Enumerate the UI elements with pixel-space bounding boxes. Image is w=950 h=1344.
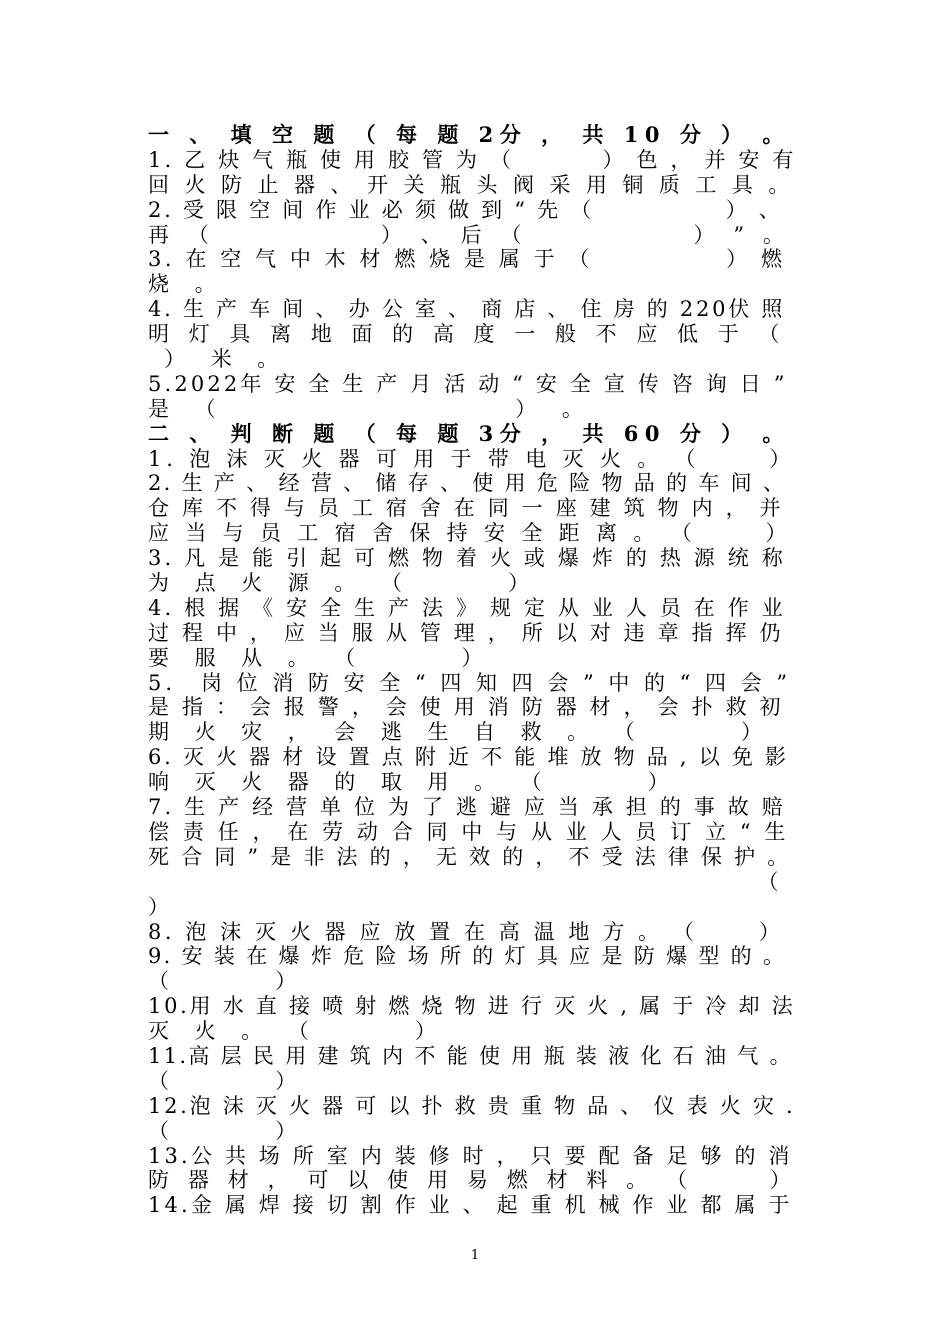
q2-4-line-1: 4. 根 据 《 安 全 生 产 法 》 规 定 从 业 人 员 在 作 业 (148, 595, 786, 620)
q2-11-line-1: 11.高 层 民 用 建 筑 内 不 能 使 用 瓶 装 液 化 石 油 气 。 (148, 1043, 793, 1068)
q1-3-line-2: 烧 。 (148, 272, 226, 297)
q2-2-line-1: 2. 生 产 、 经 营 、 储 存 、 使 用 危 险 物 品 的 车 间 、 (148, 471, 787, 496)
q2-5-line-3: 期 火 灾 ， 会 逃 生 自 救 。 （ ） (148, 720, 772, 745)
q1-2-line-2: 再 （ ） 、 后 （ ） ” 。 (148, 222, 791, 247)
q2-8-line-1: 8. 泡 沫 灭 火 器 应 放 置 在 高 温 地 方 。 （ ） (148, 919, 784, 944)
q2-7-line-4: （ (148, 869, 787, 894)
q2-2-line-3: 应 当 与 员 工 宿 舍 保 持 安 全 距 离 。 （ ） (148, 521, 792, 546)
q2-6-line-2: 响 灭 火 器 的 取 用 。 （ ） (148, 770, 679, 795)
section-2-heading: 二 、 判 断 题 （ 每 题 3分 ， 共 60 分 ） 。 (148, 420, 790, 446)
q2-12-line-1: 12.泡 沫 灭 火 器 可 以 扑 救 贵 重 物 品 、 仪 表 火 灾 . (148, 1093, 796, 1118)
q2-12-line-2: （ ） (148, 1118, 306, 1143)
q2-5-line-1: 5． 岗 位 消 防 安 全 “ 四 知 四 会 ” 中 的 “ 四 会 ” (148, 670, 792, 695)
q2-10-line-2: 灭 火 。 （ ） (148, 1019, 446, 1044)
q1-1-line-1: 1. 乙 炔 气 瓶 使 用 胶 管 为 （ ） 色 ， 并 安 有 (148, 147, 797, 172)
q2-5-line-2: 是 指 ： 会 报 警 ， 会 使 用 消 防 器 材 ， 会 扑 救 初 (148, 695, 784, 720)
document-body (148, 123, 798, 1218)
q1-5-line-2: 是 （ ） 。 (148, 396, 593, 421)
q2-1-line-1: 1. 泡 沫 灭 火 器 可 用 于 带 电 灭 火 。 （ ） (148, 446, 796, 471)
q2-3-line-2: 为 点 火 源 。 （ ） (148, 571, 539, 596)
q1-4-line-3: ） 米 。 (148, 347, 288, 372)
q2-3-line-1: 3. 凡 是 能 引 起 可 燃 物 着 火 或 爆 炸 的 热 源 统 称 (148, 546, 786, 571)
q2-13-line-2: 防 器 材 ， 可 以 使 用 易 燃 材 料 。 （ ） (148, 1168, 797, 1193)
section-1-heading: 一 、 填 空 题 （ 每 题 2分 ， 共 10 分 ） 。 (148, 122, 790, 147)
q2-13-line-1: 13.公 共 场 所 室 内 装 修 时 ， 只 要 配 备 足 够 的 消 (148, 1143, 793, 1168)
q2-14-line-1: 14.金 属 焊 接 切 割 作 业 、 起 重 机 械 作 业 都 属 于 (148, 1193, 793, 1218)
q2-7-line-3: 死 合 同 ” 是 非 法 的 ， 无 效 的 ， 不 受 法 律 保 护 。 (148, 844, 792, 869)
q2-4-line-3: 要 服 从 。 （ ） (148, 645, 492, 670)
q1-2-line-1: 2. 受 限 空 间 作 业 必 须 做 到 “ 先 （ ） 、 (148, 197, 783, 222)
q1-4-line-1: 4. 生 产 车 间 、 办 公 室 、 商 店 、 住 房 的 220伏 照 (148, 297, 786, 322)
q2-4-line-2: 过 程 中 ， 应 当 服 从 管 理 ， 所 以 对 违 章 指 挥 仍 (148, 620, 784, 645)
q1-5-line-1: 5.2022年 安 全 生 产 月 活 动 “ 安 全 宣 传 咨 询 日 ” (148, 371, 788, 396)
q2-7-line-5: ） (148, 894, 179, 919)
page-number: 1 (470, 1248, 480, 1263)
q2-9-line-1: 9. 安 装 在 爆 炸 危 险 场 所 的 灯 具 应 是 防 爆 型 的 。 (148, 944, 787, 969)
q2-10-line-1: 10.用 水 直 接 喷 射 燃 烧 物 进 行 灭 火 , 属 于 冷 却 法 (148, 994, 796, 1019)
q2-11-line-2: （ ） (148, 1068, 306, 1093)
q2-2-line-2: 仓 库 不 得 与 员 工 宿 舍 在 同 一 座 建 筑 物 内 ， 并 (148, 496, 784, 521)
q1-4-line-2: 明 灯 具 离 地 面 的 高 度 一 般 不 应 低 于 （ (148, 322, 786, 347)
q1-3-line-1: 3. 在 空 气 中 木 材 燃 烧 是 属 于 （ ） 燃 (148, 247, 786, 272)
q2-6-line-1: 6. 灭 火 器 材 设 置 点 附 近 不 能 堆 放 物 品 , 以 免 影 (148, 745, 789, 770)
q1-1-line-2: 回 火 防 止 器 、 开 关 瓶 头 阀 采 用 铜 质 工 具 。 (148, 172, 794, 197)
q2-7-line-1: 7. 生 产 经 营 单 位 为 了 逃 避 应 当 承 担 的 事 故 赔 (148, 795, 786, 820)
q2-7-line-2: 偿 责 任 ， 在 劳 动 合 同 中 与 从 业 人 员 订 立 “ 生 (148, 819, 789, 844)
q2-9-line-2: （ ） (148, 969, 306, 994)
